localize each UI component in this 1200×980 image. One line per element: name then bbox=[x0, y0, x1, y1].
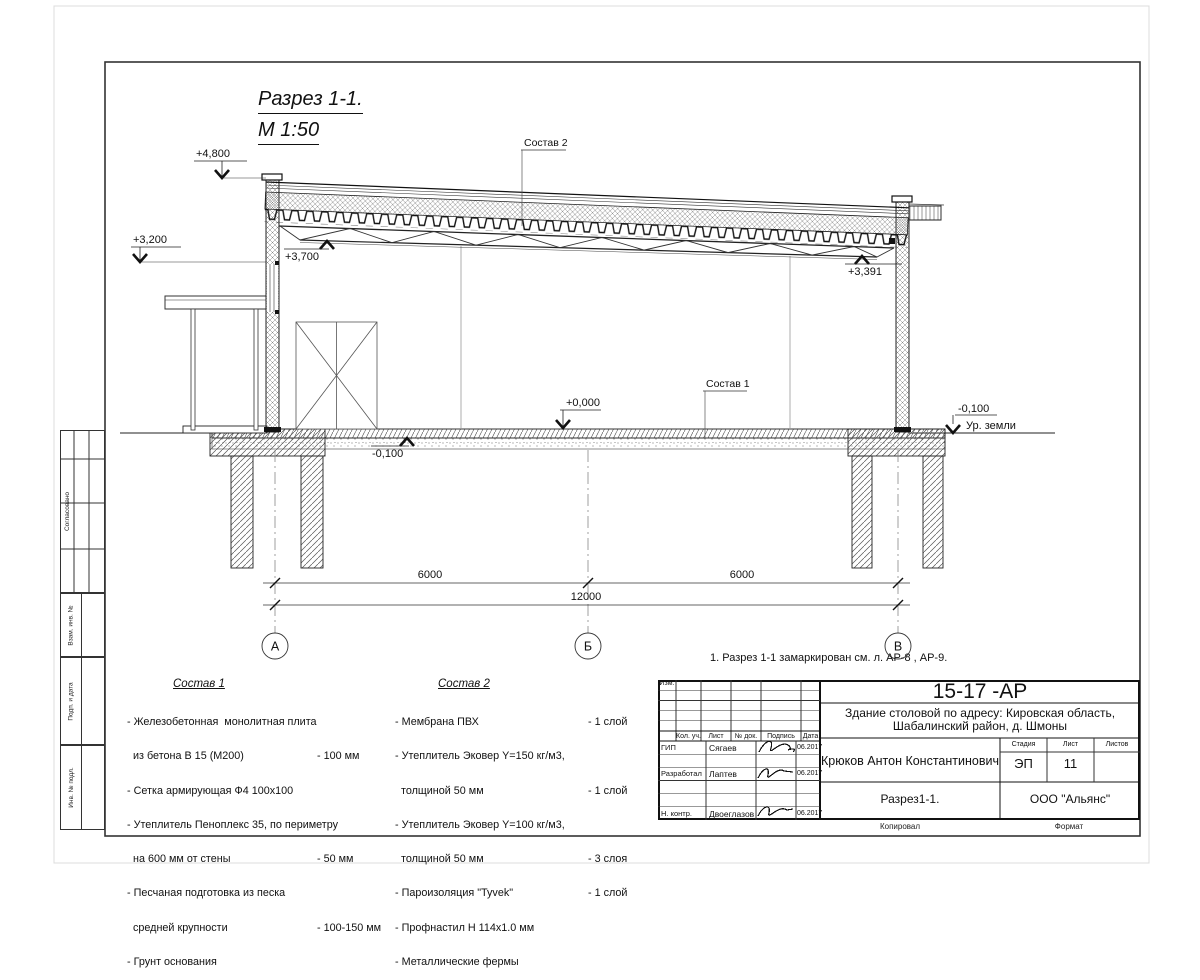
elevation-mark-ground bbox=[946, 403, 1016, 433]
col-kol: Кол. уч. bbox=[676, 733, 701, 740]
date-gip: 06.2017 bbox=[797, 744, 823, 751]
role-developer: Разработал bbox=[661, 769, 702, 778]
margin-label-inv: Инв. № подл. bbox=[67, 767, 75, 808]
dim-span1: 6000 bbox=[417, 569, 443, 581]
drawing-title bbox=[258, 86, 363, 148]
callout-sostav1: Состав 1 bbox=[706, 378, 750, 390]
author-name: Крюков Антон Константинович bbox=[821, 754, 999, 768]
date-developer: 06.2017 bbox=[797, 770, 823, 777]
name-gip: Сягаев bbox=[709, 743, 737, 753]
project-name-line1: Здание столовой по адресу: Кировская область, bbox=[844, 706, 1116, 720]
margin-label-podp: Подп. и дата bbox=[67, 681, 75, 721]
list-item: средней крупности - 100-150 мм bbox=[127, 921, 382, 934]
stage-value: ЭП bbox=[1014, 756, 1033, 771]
list-item: - Грунт основания bbox=[127, 955, 217, 968]
dim-span2: 6000 bbox=[729, 569, 755, 581]
sheet-title: Разрез1-1. bbox=[880, 792, 940, 806]
svg-text:-0,100: -0,100 bbox=[372, 448, 404, 460]
list-item: на 600 мм от стены - 50 мм bbox=[127, 853, 354, 866]
copied-label: Копировал bbox=[879, 822, 921, 831]
list-item: из бетона В 15 (М200) - 100 мм bbox=[127, 750, 360, 763]
svg-text:+3,200: +3,200 bbox=[133, 234, 167, 246]
sheet-number: 11 bbox=[1063, 756, 1078, 771]
col-doc: № док. bbox=[734, 733, 758, 740]
axis-lines bbox=[275, 450, 898, 633]
title-block bbox=[658, 680, 1140, 820]
list-item: - Сетка армирующая Ф4 100х100 bbox=[127, 784, 294, 797]
list-item: - Пароизоляция "Tyvek" - 1 слой bbox=[395, 887, 628, 900]
margin-label-agreed: Согласовано bbox=[64, 491, 71, 532]
dim-total: 12000 bbox=[570, 591, 602, 603]
composition-2-title: Состав 2 bbox=[438, 678, 490, 691]
margin-label-vzam: Взам. инв. № bbox=[67, 604, 75, 646]
margin-box-vzam bbox=[60, 593, 105, 657]
list-item: - Утеплитель Пеноплекс 35, по периметру bbox=[127, 818, 339, 831]
drawing-title-line2: М 1:50 bbox=[258, 117, 319, 145]
drawing-title-line1: Разрез 1-1. bbox=[258, 86, 363, 114]
project-name-line2: Шабалинский район, д. Шмоны bbox=[892, 719, 1068, 733]
ground-level-label: Ур. земли bbox=[966, 420, 1016, 432]
list-item: - Профнастил Н 114х1.0 мм bbox=[395, 921, 535, 934]
axis-label-b: Б bbox=[583, 639, 593, 654]
col-sign: Подпись bbox=[767, 733, 795, 740]
margin-box-podp bbox=[60, 657, 105, 745]
format-label: Формат bbox=[1054, 822, 1084, 831]
company-name: ООО "Альянс" bbox=[1029, 792, 1111, 806]
elevation-mark-truss-left bbox=[284, 241, 334, 263]
dimension-lines bbox=[263, 569, 910, 610]
parapet-cap bbox=[262, 174, 282, 180]
elevation-mark-parapet bbox=[194, 148, 266, 178]
truss-bearing-pad bbox=[889, 238, 895, 244]
svg-text:-0,100: -0,100 bbox=[958, 403, 990, 415]
stage-label: Стадия bbox=[1011, 741, 1036, 748]
roof-assembly bbox=[264, 182, 908, 248]
col-date: Дата bbox=[802, 733, 819, 740]
axis-label-v: В bbox=[893, 639, 903, 654]
list-item: - Металлические фермы bbox=[395, 955, 519, 968]
sheet-label: Лист bbox=[1062, 741, 1079, 748]
list-item: толщиной 50 мм - 1 слой bbox=[395, 784, 628, 797]
right-canopy bbox=[909, 206, 941, 220]
composition-callouts bbox=[521, 137, 750, 438]
panel-clip bbox=[275, 261, 279, 265]
elevation-mark-floor bbox=[556, 397, 601, 428]
composition-1-title: Состав 1 bbox=[173, 678, 225, 691]
name-ncontrol: Двоеглазов bbox=[709, 809, 755, 819]
sheets-label: Листов bbox=[1105, 741, 1129, 748]
list-item: - Утеплитель Эковер Y=100 кг/м3, bbox=[395, 818, 565, 831]
foundation-piers bbox=[231, 456, 943, 568]
signature-icon bbox=[758, 741, 794, 816]
doc-number: 15-17 -АР bbox=[932, 680, 1028, 703]
svg-text:+3,700: +3,700 bbox=[285, 251, 319, 263]
svg-text:+4,800: +4,800 bbox=[196, 148, 230, 160]
elevation-mark-canopy bbox=[131, 234, 181, 262]
list-item: - Мембрана ПВХ - 1 слой bbox=[395, 716, 628, 729]
entrance-canopy bbox=[140, 262, 266, 430]
margin-box-agreed bbox=[60, 430, 105, 593]
col-list: Лист bbox=[708, 733, 724, 740]
callout-sostav2: Состав 2 bbox=[524, 137, 568, 149]
list-item: - Утеплитель Эковер Y=150 кг/м3, bbox=[395, 750, 565, 763]
interior-columns bbox=[461, 246, 790, 429]
wall-base-plate bbox=[264, 427, 281, 432]
interior-door-box bbox=[296, 322, 377, 429]
drawing-note: 1. Разрез 1-1 замаркирован см. л. АР-8 , АР-9. bbox=[710, 652, 948, 664]
svg-text:+3,391: +3,391 bbox=[848, 266, 882, 278]
margin-box-inv bbox=[60, 745, 105, 830]
composition-list-1 bbox=[127, 668, 382, 980]
date-ncontrol: 06.2017 bbox=[797, 810, 823, 817]
composition-list-2 bbox=[395, 668, 645, 980]
col-izm: Изм. bbox=[659, 680, 675, 687]
name-developer: Лаптев bbox=[709, 769, 737, 779]
list-item: - Песчаная подготовка из песка bbox=[127, 887, 286, 900]
list-item: - Железобетонная монолитная плита bbox=[127, 716, 317, 729]
role-ncontrol: Н. контр. bbox=[661, 809, 692, 818]
list-item: толщиной 50 мм - 3 слоя bbox=[395, 853, 628, 866]
wall-base-plate bbox=[894, 427, 911, 432]
axis-label-a: А bbox=[270, 639, 280, 654]
role-gip: ГИП bbox=[661, 743, 676, 752]
panel-clip bbox=[275, 310, 279, 314]
svg-text:+0,000: +0,000 bbox=[566, 397, 600, 409]
